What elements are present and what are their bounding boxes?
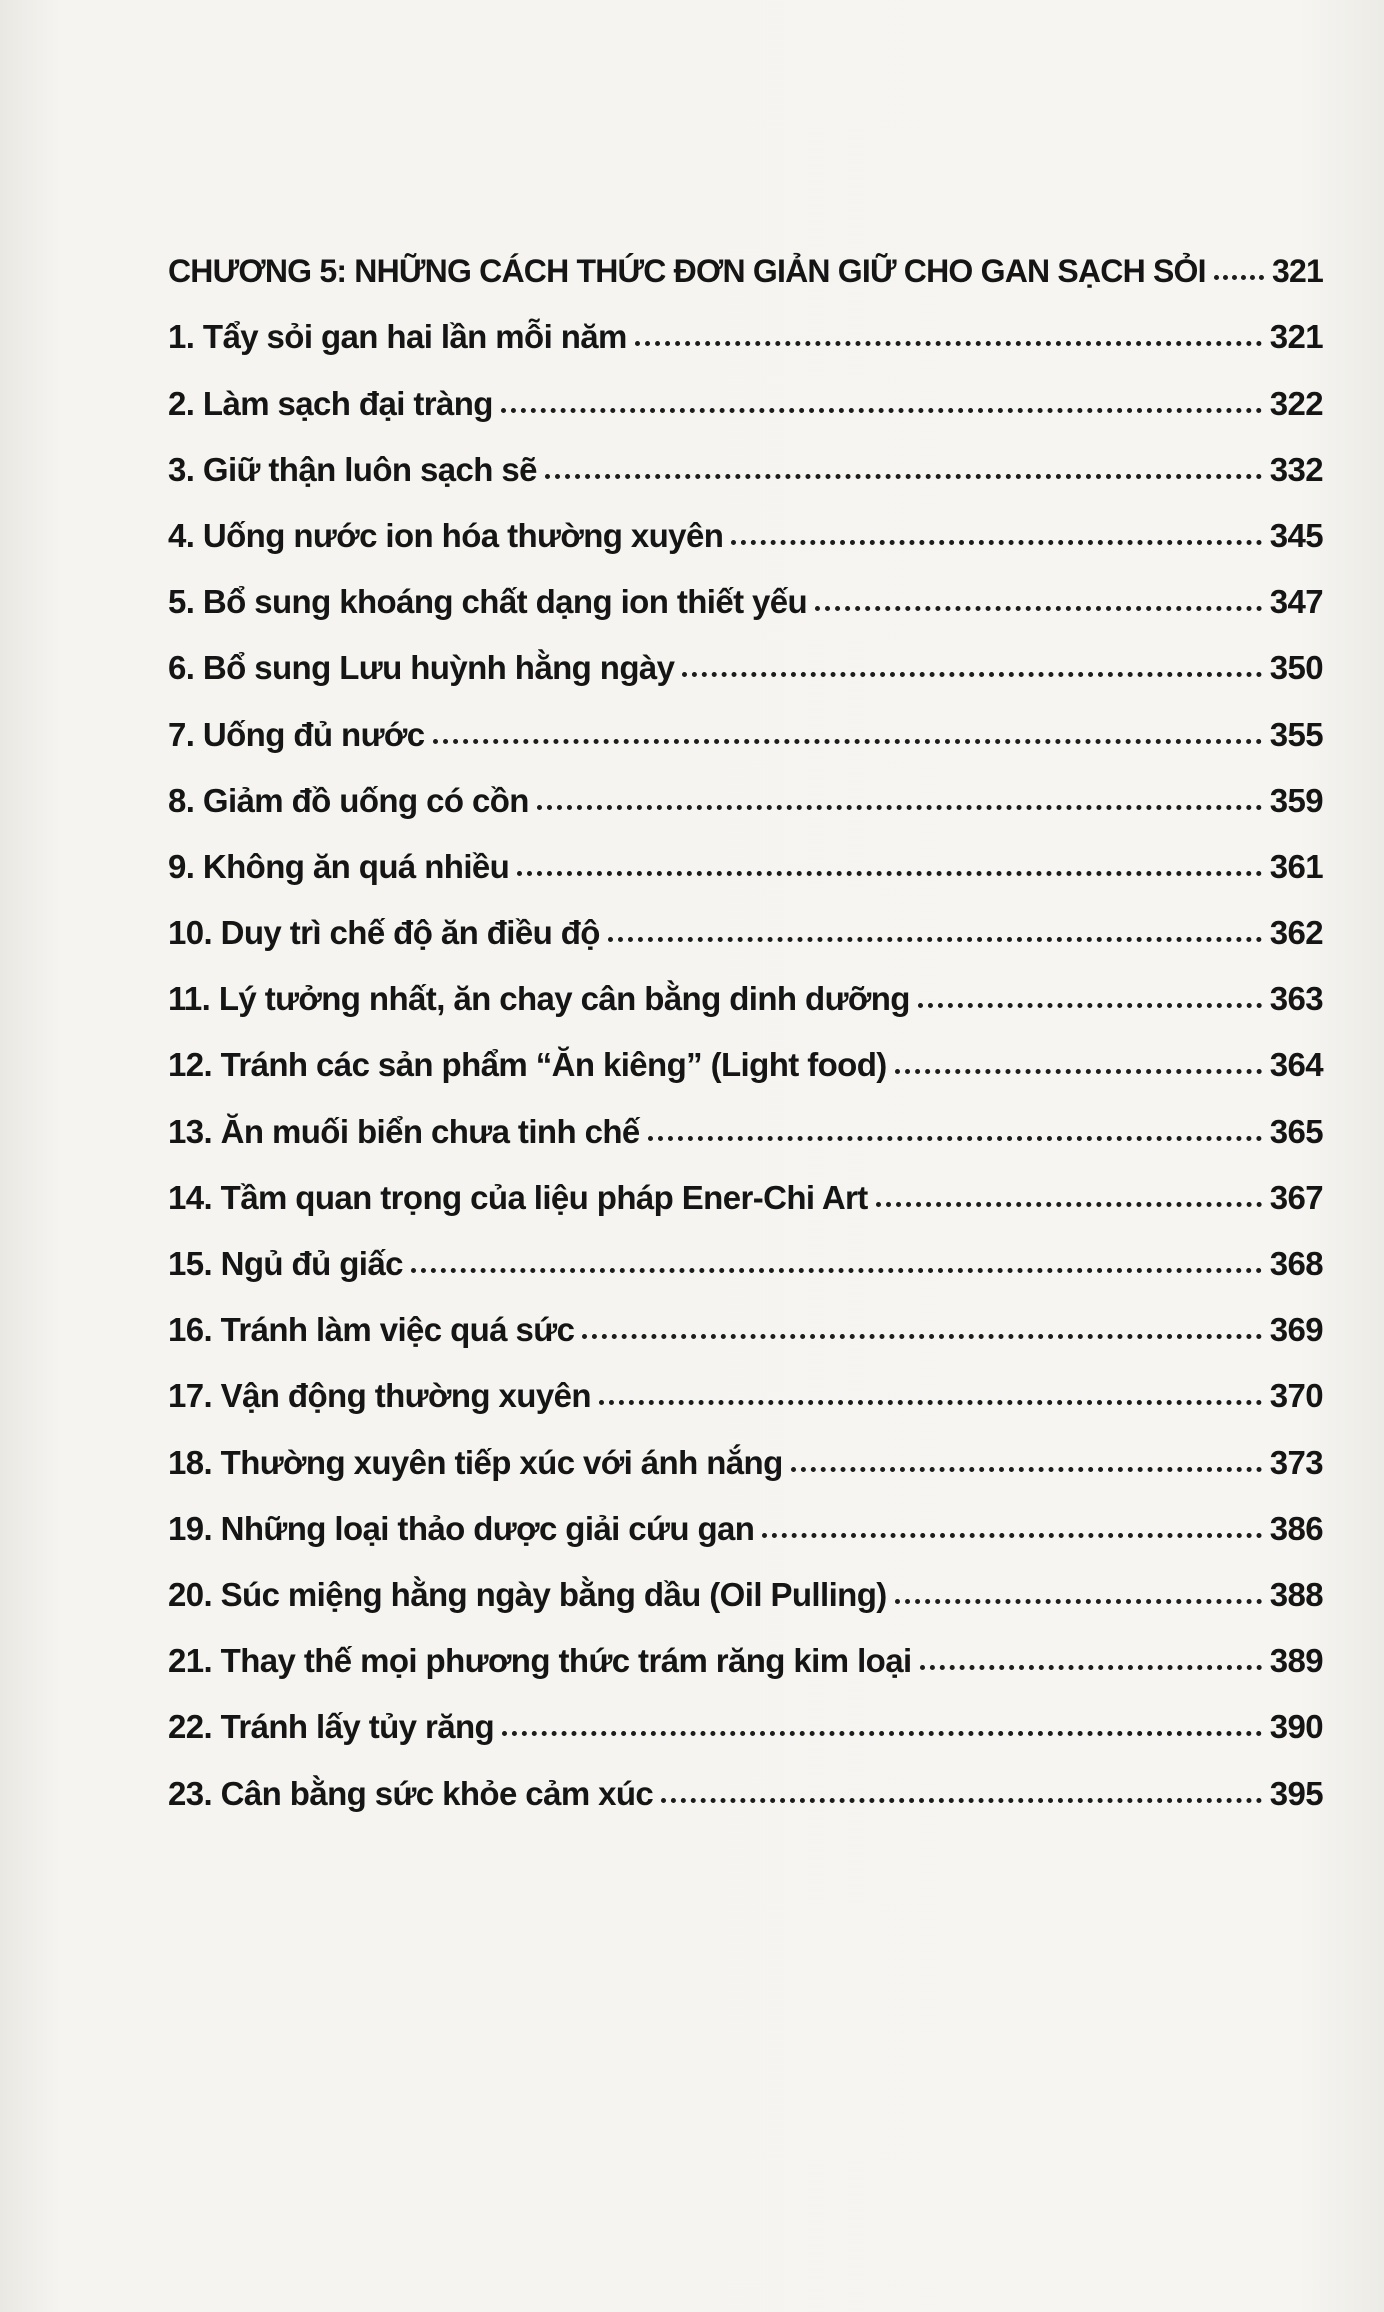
toc-entry-page-number: 389 <box>1269 1642 1323 1680</box>
dot-leader <box>876 1202 1262 1207</box>
toc-entry-title: 1. Tẩy sỏi gan hai lần mỗi năm <box>168 318 627 356</box>
toc-entry-page-number: 321 <box>1269 318 1323 356</box>
toc-entry <box>168 1289 1323 1355</box>
toc-entry-page-number: 361 <box>1269 847 1323 885</box>
toc-entry-page-number: 395 <box>1269 1774 1323 1812</box>
toc-entry <box>168 892 1323 958</box>
toc-entry <box>168 627 1323 693</box>
toc-entry-title: 14. Tầm quan trọng của liệu pháp Ener-Chi Art <box>168 1178 868 1216</box>
dot-leader <box>1214 275 1264 280</box>
toc-entry-page-number: 332 <box>1269 450 1323 488</box>
toc-entry-page-number: 386 <box>1269 1509 1323 1547</box>
dot-leader <box>582 1334 1261 1339</box>
toc-entry-page-number: 370 <box>1269 1377 1323 1415</box>
toc-entry-page-number: 364 <box>1269 1046 1323 1084</box>
table-of-contents <box>168 230 1323 1819</box>
toc-entry-title: 6. Bổ sung Lưu huỳnh hằng ngày <box>168 649 675 687</box>
toc-entry-page-number: 365 <box>1269 1112 1323 1150</box>
toc-entry <box>168 1421 1323 1487</box>
toc-entry-title: 10. Duy trì chế độ ăn điều độ <box>168 914 600 952</box>
toc-entry-page-number: 350 <box>1269 649 1323 687</box>
toc-entry-page-number: 345 <box>1269 516 1323 554</box>
toc-entry-page-number: 355 <box>1269 715 1323 753</box>
toc-entry-page-number: 368 <box>1269 1245 1323 1282</box>
toc-entry <box>168 362 1323 428</box>
dot-leader <box>731 540 1261 545</box>
toc-list <box>168 296 1323 1818</box>
toc-entry-page-number: 390 <box>1269 1708 1323 1746</box>
toc-entry <box>168 1090 1323 1156</box>
toc-entry-title: 18. Thường xuyên tiếp xúc với ánh nắng <box>168 1443 783 1481</box>
toc-entry-page-number: 367 <box>1269 1178 1323 1216</box>
toc-entry-title: 21. Thay thế mọi phương thức trám răng kim loại <box>168 1642 912 1680</box>
toc-entry-title: 7. Uống đủ nước <box>168 715 425 753</box>
dot-leader <box>682 672 1261 677</box>
toc-entry-title: 15. Ngủ đủ giấc <box>168 1245 403 1282</box>
toc-entry-title: 12. Tránh các sản phẩm “Ăn kiêng” (Light food) <box>168 1046 887 1084</box>
toc-entry <box>168 1620 1323 1686</box>
toc-entry <box>168 1355 1323 1421</box>
dot-leader <box>599 1400 1262 1405</box>
toc-entry-title: 9. Không ăn quá nhiều <box>168 847 510 885</box>
toc-entry <box>168 1157 1323 1223</box>
toc-entry-page-number: 388 <box>1269 1575 1323 1613</box>
dot-leader <box>608 937 1262 942</box>
dot-leader <box>648 1136 1262 1141</box>
dot-leader <box>920 1665 1262 1670</box>
toc-entry-page-number: 362 <box>1269 914 1323 952</box>
toc-entry-title: 23. Cân bằng sức khỏe cảm xúc <box>168 1774 654 1812</box>
dot-leader <box>918 1003 1262 1008</box>
toc-entry <box>168 1686 1323 1752</box>
chapter-page-number: 321 <box>1272 253 1323 290</box>
toc-entry <box>168 495 1323 561</box>
toc-entry-title: 13. Ăn muối biển chưa tinh chế <box>168 1112 640 1150</box>
toc-entry-title: 20. Súc miệng hằng ngày bằng dầu (Oil Pulling) <box>168 1575 887 1613</box>
dot-leader <box>517 871 1262 876</box>
dot-leader <box>433 739 1262 744</box>
dot-leader <box>501 408 1262 413</box>
dot-leader <box>545 474 1262 479</box>
toc-entry-title: 11. Lý tưởng nhất, ăn chay cân bằng dinh dưỡng <box>168 980 910 1018</box>
toc-entry <box>168 760 1323 826</box>
toc-entry-page-number: 363 <box>1269 980 1323 1018</box>
dot-leader <box>502 1731 1262 1736</box>
dot-leader <box>895 1069 1262 1074</box>
dot-leader <box>411 1268 1262 1273</box>
toc-entry-title: 22. Tránh lấy tủy răng <box>168 1708 495 1746</box>
toc-entry-page-number: 373 <box>1269 1443 1323 1481</box>
toc-entry-title: 17. Vận động thường xuyên <box>168 1377 591 1415</box>
toc-entry-title: 19. Những loại thảo dược giải cứu gan <box>168 1509 755 1547</box>
toc-entry-page-number: 347 <box>1269 583 1323 621</box>
toc-entry <box>168 561 1323 627</box>
dot-leader <box>661 1798 1262 1803</box>
toc-entry-title: 16. Tránh làm việc quá sức <box>168 1311 575 1349</box>
toc-entry <box>168 1024 1323 1090</box>
toc-entry <box>168 1488 1323 1554</box>
toc-entry <box>168 826 1323 892</box>
toc-entry <box>168 693 1323 759</box>
dot-leader <box>762 1533 1261 1538</box>
toc-entry <box>168 958 1323 1024</box>
dot-leader <box>895 1599 1262 1604</box>
toc-entry <box>168 1752 1323 1818</box>
toc-entry-page-number: 369 <box>1269 1311 1323 1349</box>
toc-entry-title: 2. Làm sạch đại tràng <box>168 384 493 422</box>
toc-entry-title: 4. Uống nước ion hóa thường xuyên <box>168 516 724 554</box>
toc-entry <box>168 1554 1323 1620</box>
toc-entry-page-number: 359 <box>1269 781 1323 819</box>
chapter-heading-row <box>168 230 1323 296</box>
toc-entry <box>168 296 1323 362</box>
toc-entry <box>168 429 1323 495</box>
toc-entry-page-number: 322 <box>1269 384 1323 422</box>
dot-leader <box>815 606 1262 611</box>
chapter-title: CHƯƠNG 5: NHỮNG CÁCH THỨC ĐƠN GIẢN GIỮ CHO GAN SẠCH SỎI <box>168 253 1206 290</box>
toc-entry-title: 3. Giữ thận luôn sạch sẽ <box>168 450 537 488</box>
toc-entry-title: 5. Bổ sung khoáng chất dạng ion thiết yếu <box>168 583 808 621</box>
toc-entry <box>168 1223 1323 1289</box>
dot-leader <box>791 1467 1262 1472</box>
toc-entry-title: 8. Giảm đồ uống có cồn <box>168 781 529 819</box>
dot-leader <box>635 341 1262 346</box>
dot-leader <box>537 805 1262 810</box>
